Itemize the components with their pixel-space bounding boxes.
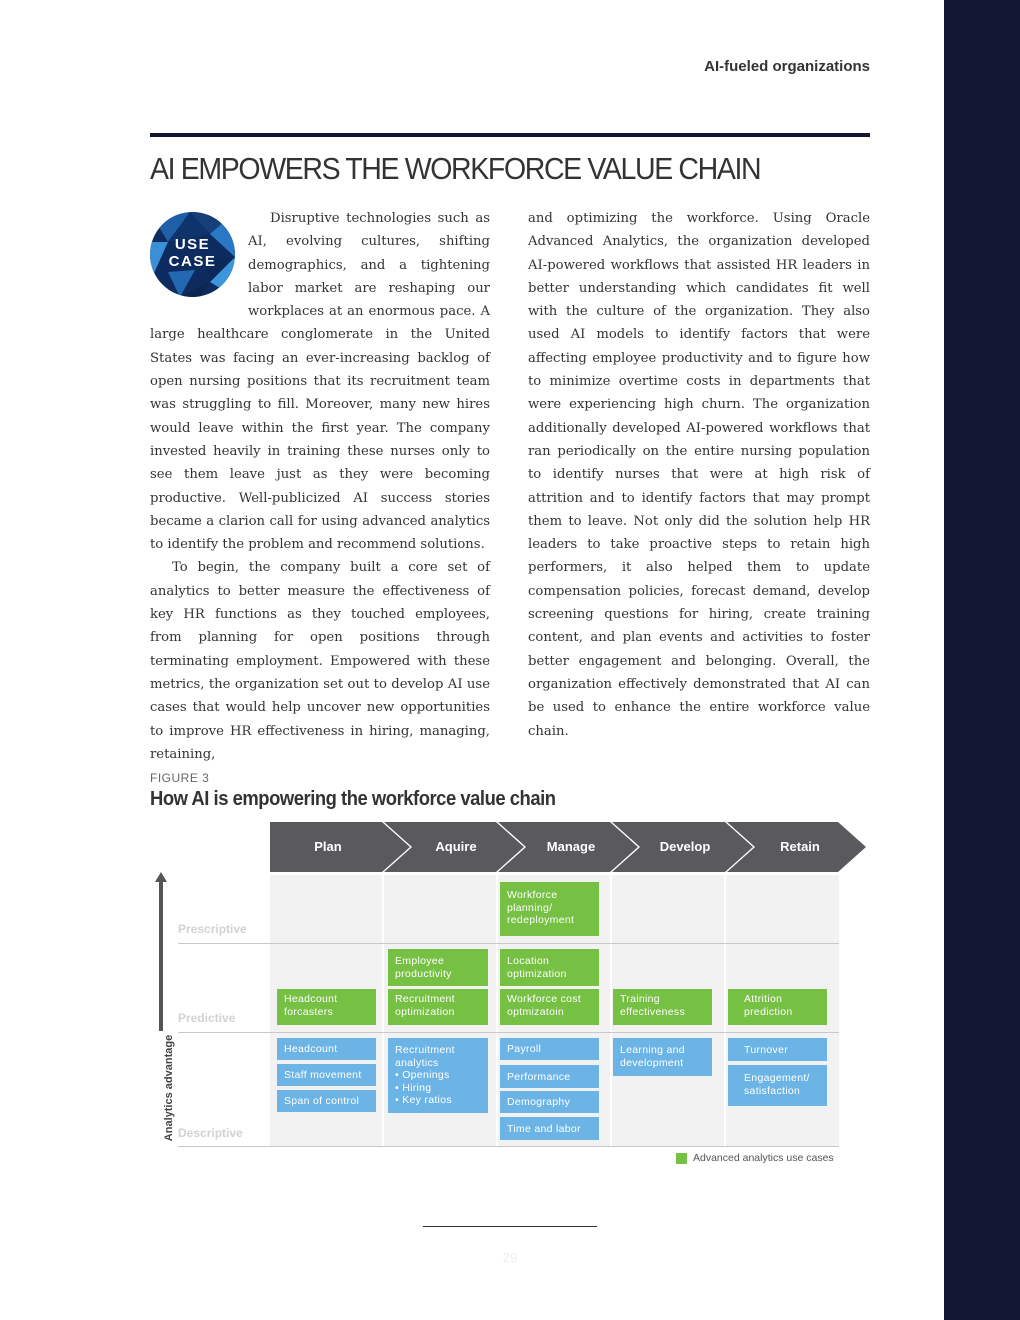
cell-recruitment-optimization: Recruitment optimization [388, 989, 488, 1025]
legend-label: Advanced analytics use cases [693, 1152, 834, 1164]
row-divider [178, 1146, 839, 1147]
cell-location-optimization: Location optimization [500, 949, 599, 986]
use-case-badge-text: USE CASE [168, 236, 217, 270]
cell-payroll: Payroll [500, 1038, 599, 1060]
cell-attrition-prediction: Attrition prediction [728, 989, 827, 1025]
cell-training-effectiveness: Training effectiveness [613, 989, 712, 1025]
stage-label-plan: Plan [314, 839, 342, 854]
body-column-left [150, 207, 490, 766]
page-number: 29 [502, 1250, 518, 1265]
figure-label: FIGURE 3 [150, 771, 210, 785]
cell-engagement-satisfaction: Engagement/ satisfaction [728, 1065, 827, 1106]
stage-label-aquire: Aquire [435, 839, 477, 854]
cell-demography: Demography [500, 1091, 599, 1113]
list-item: • Openings [395, 1069, 450, 1081]
cell-workforce-planning: Workforce planning/ redeployment [500, 882, 599, 936]
cell-span-of-control: Span of control [277, 1090, 376, 1112]
cell-workforce-cost: Workforce cost optmizatoin [500, 989, 599, 1025]
cell-performance: Performance [500, 1065, 599, 1088]
cell-recruitment-analytics: Recruitment analytics • Openings • Hiring • Key ratios [388, 1038, 488, 1113]
row-divider [178, 943, 839, 944]
y-axis-label: Analytics advantage [163, 1034, 175, 1142]
title-rule [150, 133, 870, 137]
stage-label-retain: Retain [780, 839, 820, 854]
cell-employee-productivity: Employee productivity [388, 949, 488, 986]
cell-staff-movement: Staff movement [277, 1064, 376, 1086]
value-chain-chart [150, 820, 870, 1180]
list-item: • Key ratios [395, 1094, 452, 1106]
level-label-prescriptive: Prescriptive [178, 922, 247, 936]
level-label-predictive: Predictive [178, 1011, 236, 1025]
level-label-descriptive: Descriptive [178, 1126, 243, 1140]
cell-time-and-labor: Time and labor [500, 1117, 599, 1140]
cell-learning-and-development: Learning and development [613, 1038, 712, 1076]
body-column-right [528, 207, 870, 743]
article-title: AI EMPOWERS THE WORKFORCE VALUE CHAIN [150, 151, 761, 186]
axis-arrow-icon [154, 872, 168, 1032]
cell-headcount: Headcount [277, 1038, 376, 1060]
footer-rule [423, 1226, 597, 1227]
stage-label-develop: Develop [659, 839, 711, 854]
right-margin-band [944, 0, 1020, 1320]
section-header: AI-fueled organizations [704, 58, 870, 75]
paragraph: Disruptive technologies such as AI, evolving cultures, shifting demographics, and a tightening labor market are reshaping our workplaces at an enormous pace. A large healthcare conglomerate in the United States was facing an ever-increasing backlog of open nursing positions that its recruitment team was struggling to fill. Moreover, many new hires would leave within the first year. The company invested heavily in training these nurses only to see them leave just as they were becoming productive. Well-publicized AI success stories became a clarion call for using advanced analytics to identify the problem and recommend solutions. [150, 211, 490, 553]
paragraph: To begin, the company built a core set of analytics to better measure the effectiveness of key HR functions as they touched employees, from planning for open positions through terminating employment. Empowered with these metrics, the organization set out to develop AI use cases that would help uncover new opportunities to improve HR effectiveness in hiring, managing, retaining, [150, 560, 490, 762]
figure-title: How AI is empowering the workforce value chain [150, 788, 556, 810]
legend-swatch [676, 1153, 687, 1164]
stage-label-manage: Manage [546, 839, 596, 854]
list-item: • Hiring [395, 1081, 432, 1094]
cell-turnover: Turnover [728, 1038, 827, 1061]
paragraph: and optimizing the workforce. Using Oracle Advanced Analytics, the organization developed AI-powered workflows that assisted HR leaders in better understanding which candidates fit well with the culture of the organization. They also used AI models to identify factors that were affecting employee productivity and to figure how to minimize overtime costs in departments that were experiencing high churn. The organization additionally developed AI-powered workflows that ran periodically on the entire nursing population to identify nurses that were at high risk of attrition and to identify factors that may prompt them to leave. Not only did the solution help HR leaders to take proactive steps to retain high performers, it also helped them to update compensation policies, forecast demand, develop screening questions for hiring, create training content, and plan events and activities to foster better engagement and belonging. Overall, the organization effectively demonstrated that AI can be used to enhance the entire workforce value chain. [528, 211, 870, 739]
cell-headcount-forcasters: Headcount forcasters [277, 989, 376, 1025]
recruitment-analytics-list [395, 1069, 481, 1107]
row-divider [178, 1032, 839, 1033]
